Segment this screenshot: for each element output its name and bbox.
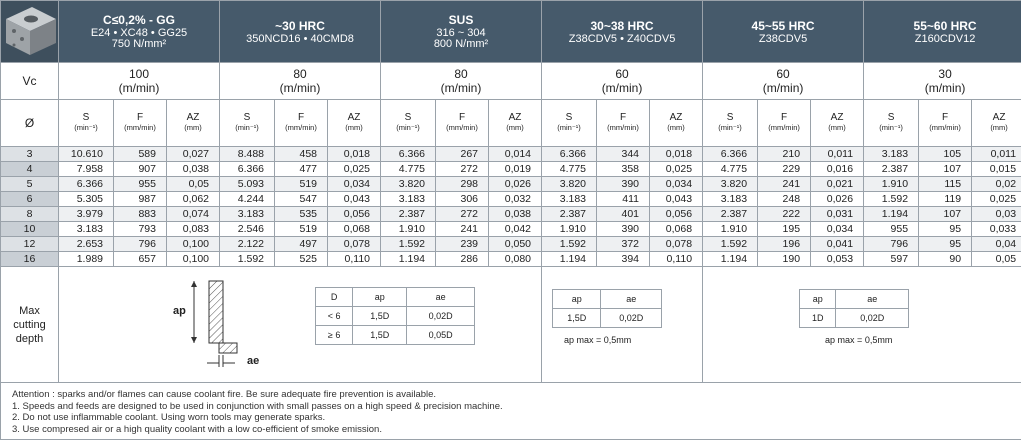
depth-table-cell: 1D xyxy=(800,309,836,328)
param-header-cell xyxy=(919,100,972,147)
depth-table-cell: 1,5D xyxy=(353,307,407,326)
table-cell: 0,053 xyxy=(811,252,864,267)
diameter-cell: 10 xyxy=(1,222,59,237)
note-attention: Attention : sparks and/or flames can cause coolant fire. Be sure adequate fire prevention is available. xyxy=(12,389,437,400)
table-cell: 95 xyxy=(919,222,972,237)
table-cell: 497 xyxy=(275,237,328,252)
table-row xyxy=(1,252,1021,267)
param-key: AZ xyxy=(992,112,1006,123)
table-cell: 241 xyxy=(436,222,489,237)
diameter-cell: 5 xyxy=(1,177,59,192)
table-cell: 1.194 xyxy=(864,207,919,222)
table-cell: 0,032 xyxy=(489,192,542,207)
depth-table-cell: 1,5D xyxy=(553,309,601,328)
max-cutting-depth-row xyxy=(1,267,1021,383)
table-cell: 0,078 xyxy=(328,237,381,252)
table-cell: 3.183 xyxy=(864,147,919,162)
table-row xyxy=(1,192,1021,207)
table-cell: 796 xyxy=(114,237,167,252)
table-cell: 394 xyxy=(597,252,650,267)
param-key: AZ xyxy=(669,112,683,123)
diameter-cell: 12 xyxy=(1,237,59,252)
vc-cell xyxy=(703,63,864,100)
depth-table-header: ap xyxy=(353,288,407,307)
table-row xyxy=(1,237,1021,252)
material-grades: E24 • XC48 • GG25 xyxy=(90,27,188,39)
ae-dim-label: ae xyxy=(247,355,260,367)
table-cell: 239 xyxy=(436,237,489,252)
table-cell: 0,011 xyxy=(972,147,1021,162)
table-row xyxy=(1,207,1021,222)
depth-label-line: Max xyxy=(19,304,40,317)
tool-image xyxy=(1,1,59,63)
table-row xyxy=(1,162,1021,177)
table-cell: 115 xyxy=(919,177,972,192)
table-cell: 0,019 xyxy=(489,162,542,177)
param-unit: (mm/min) xyxy=(446,123,478,132)
table-cell: 0,025 xyxy=(650,162,703,177)
param-key: AZ xyxy=(830,112,844,123)
table-cell: 1.910 xyxy=(703,222,758,237)
param-header-cell xyxy=(436,100,489,147)
depth-table-cell: 0,02D xyxy=(601,309,662,328)
table-cell: 525 xyxy=(275,252,328,267)
material-strength: 800 N/mm² xyxy=(433,38,489,50)
table-cell: 0,041 xyxy=(811,237,864,252)
table-cell: 0,042 xyxy=(489,222,542,237)
table-cell: 4.775 xyxy=(703,162,758,177)
table-cell: 589 xyxy=(114,147,167,162)
table-cell: 3.183 xyxy=(220,207,275,222)
table-cell: 0,027 xyxy=(167,147,220,162)
table-cell: 793 xyxy=(114,222,167,237)
table-cell: 3.183 xyxy=(381,192,436,207)
table-cell: 344 xyxy=(597,147,650,162)
param-unit: (min⁻¹) xyxy=(718,123,742,132)
param-key: S xyxy=(404,112,412,123)
table-cell: 883 xyxy=(114,207,167,222)
material-grades: 350NCD16 • 40CMD8 xyxy=(246,32,354,45)
table-cell: 390 xyxy=(597,177,650,192)
param-key: F xyxy=(297,112,305,123)
diameter-cell: 3 xyxy=(1,147,59,162)
table-cell: 477 xyxy=(275,162,328,177)
table-cell: 3.183 xyxy=(542,192,597,207)
vc-value: 80 xyxy=(454,67,468,81)
table-cell: 796 xyxy=(864,237,919,252)
table-cell: 3.820 xyxy=(542,177,597,192)
param-header-cell xyxy=(220,100,275,147)
table-cell: 0,031 xyxy=(811,207,864,222)
table-cell: 95 xyxy=(919,237,972,252)
vc-cell xyxy=(381,63,542,100)
table-cell: 0,04 xyxy=(972,237,1021,252)
depth-table-header: D xyxy=(316,288,353,307)
table-cell: 5.305 xyxy=(59,192,114,207)
param-unit: (mm) xyxy=(828,123,846,132)
depth-table-header: ae xyxy=(601,290,662,309)
table-cell: 390 xyxy=(597,222,650,237)
table-cell: 0,018 xyxy=(650,147,703,162)
table-row xyxy=(1,147,1021,162)
vc-unit: (m/min) xyxy=(279,81,321,95)
material-header-2 xyxy=(381,1,542,63)
table-cell: 2.387 xyxy=(703,207,758,222)
table-cell: 1.194 xyxy=(542,252,597,267)
ap-max-note: ap max = 0,5mm xyxy=(825,335,893,345)
table-cell: 3.820 xyxy=(703,177,758,192)
table-cell: 2.546 xyxy=(220,222,275,237)
param-header-cell xyxy=(758,100,811,147)
vc-unit: (m/min) xyxy=(118,81,160,95)
material-header-row xyxy=(1,1,1021,63)
notes-row xyxy=(1,383,1021,440)
table-cell: 0,043 xyxy=(328,192,381,207)
depth-panel-2 xyxy=(542,267,703,383)
depth-table-2 xyxy=(552,289,662,328)
vc-value: 80 xyxy=(293,67,307,81)
table-cell: 0,068 xyxy=(328,222,381,237)
table-cell: 1.194 xyxy=(703,252,758,267)
table-cell: 0,034 xyxy=(811,222,864,237)
table-cell: 0,016 xyxy=(811,162,864,177)
table-cell: 286 xyxy=(436,252,489,267)
param-key: F xyxy=(136,112,144,123)
diameter-cell: 16 xyxy=(1,252,59,267)
table-cell: 0,100 xyxy=(167,237,220,252)
table-cell: 0,025 xyxy=(972,192,1021,207)
cut-depth-diagram xyxy=(159,275,289,375)
table-cell: 2.387 xyxy=(864,162,919,177)
table-cell: 955 xyxy=(114,177,167,192)
material-header-1 xyxy=(220,1,381,63)
table-cell: 0,068 xyxy=(650,222,703,237)
table-cell: 196 xyxy=(758,237,811,252)
param-key: S xyxy=(726,112,734,123)
table-cell: 2.387 xyxy=(542,207,597,222)
diameter-cell: 4 xyxy=(1,162,59,177)
table-cell: 0,011 xyxy=(811,147,864,162)
depth-table-cell: 0,05D xyxy=(407,326,475,345)
table-cell: 2.387 xyxy=(381,207,436,222)
table-cell: 0,043 xyxy=(650,192,703,207)
param-header-cell xyxy=(381,100,436,147)
vc-unit: (m/min) xyxy=(924,81,966,95)
material-title: 45~55 HRC xyxy=(751,18,815,33)
table-cell: 195 xyxy=(758,222,811,237)
param-header-cell xyxy=(167,100,220,147)
table-cell: 7.958 xyxy=(59,162,114,177)
table-cell: 535 xyxy=(275,207,328,222)
table-cell: 6.366 xyxy=(381,147,436,162)
table-cell: 0,080 xyxy=(489,252,542,267)
depth-table-cell: 0,02D xyxy=(836,309,909,328)
max-cutting-depth-label xyxy=(1,267,59,383)
table-cell: 0,038 xyxy=(167,162,220,177)
param-unit: (min⁻¹) xyxy=(557,123,581,132)
table-cell: 519 xyxy=(275,177,328,192)
param-header-cell xyxy=(597,100,650,147)
table-cell: 0,025 xyxy=(328,162,381,177)
depth-table-1 xyxy=(315,287,475,345)
table-cell: 1.592 xyxy=(220,252,275,267)
param-unit: (min⁻¹) xyxy=(396,123,420,132)
table-cell: 907 xyxy=(114,162,167,177)
table-cell: 0,110 xyxy=(328,252,381,267)
vc-row xyxy=(1,63,1021,100)
param-header-cell xyxy=(328,100,381,147)
table-cell: 1.592 xyxy=(381,237,436,252)
cutting-data-body xyxy=(1,147,1021,267)
table-cell: 1.910 xyxy=(542,222,597,237)
param-header-cell xyxy=(864,100,919,147)
material-header-4 xyxy=(703,1,864,63)
table-cell: 458 xyxy=(275,147,328,162)
vc-value: 100 xyxy=(128,67,150,81)
table-cell: 222 xyxy=(758,207,811,222)
table-cell: 298 xyxy=(436,177,489,192)
table-cell: 306 xyxy=(436,192,489,207)
note-line: 1. Speeds and feeds are designed to be used in conjunction with small passes on a high speed & precision machine. xyxy=(12,400,503,412)
param-header-cell xyxy=(275,100,328,147)
table-cell: 0,034 xyxy=(328,177,381,192)
param-key: S xyxy=(82,112,90,123)
table-cell: 0,033 xyxy=(972,222,1021,237)
param-key: S xyxy=(243,112,251,123)
material-title: ~30 HRC xyxy=(275,18,325,33)
depth-table-header: ae xyxy=(836,290,909,309)
table-cell: 0,014 xyxy=(489,147,542,162)
table-cell: 1.592 xyxy=(703,237,758,252)
table-cell: 401 xyxy=(597,207,650,222)
table-cell: 3.183 xyxy=(59,222,114,237)
param-unit: (mm) xyxy=(506,123,524,132)
table-cell: 0,100 xyxy=(167,252,220,267)
table-cell: 267 xyxy=(436,147,489,162)
param-unit: (min⁻¹) xyxy=(74,123,98,132)
material-grades: Z38CDV5 xyxy=(758,32,808,45)
table-cell: 105 xyxy=(919,147,972,162)
table-cell: 272 xyxy=(436,162,489,177)
table-cell: 0,038 xyxy=(489,207,542,222)
diameter-cell: 8 xyxy=(1,207,59,222)
table-cell: 0,050 xyxy=(489,237,542,252)
vc-unit: (m/min) xyxy=(601,81,643,95)
material-grades: Z38CDV5 • Z40CDV5 xyxy=(568,32,676,45)
table-cell: 0,026 xyxy=(811,192,864,207)
material-strength: 750 N/mm² xyxy=(111,38,167,50)
note-line: 2. Do not use inflammable coolant. Using worn tools may generate sparks. xyxy=(12,412,326,423)
material-grades: Z160CDV12 xyxy=(914,32,976,45)
vc-unit: (m/min) xyxy=(762,81,804,95)
param-header-cell xyxy=(542,100,597,147)
table-cell: 90 xyxy=(919,252,972,267)
vc-value: 60 xyxy=(615,67,629,81)
material-title: 30~38 HRC xyxy=(590,18,654,33)
table-cell: 657 xyxy=(114,252,167,267)
param-unit: (mm/min) xyxy=(768,123,800,132)
param-unit: (mm) xyxy=(184,123,202,132)
table-cell: 229 xyxy=(758,162,811,177)
table-cell: 1.910 xyxy=(864,177,919,192)
table-cell: 955 xyxy=(864,222,919,237)
vc-value: 60 xyxy=(776,67,790,81)
depth-label-line: depth xyxy=(15,332,44,345)
depth-table-cell: 1,5D xyxy=(353,326,407,345)
param-key: F xyxy=(942,112,949,123)
table-cell: 411 xyxy=(597,192,650,207)
diameter-cell: 6 xyxy=(1,192,59,207)
depth-table-header: ae xyxy=(407,288,475,307)
table-cell: 8.488 xyxy=(220,147,275,162)
vc-cell xyxy=(59,63,220,100)
table-cell: 0,056 xyxy=(328,207,381,222)
table-cell: 119 xyxy=(919,192,972,207)
table-cell: 0,05 xyxy=(167,177,220,192)
table-cell: 5.093 xyxy=(220,177,275,192)
material-grades: 316 ~ 304 xyxy=(436,27,486,39)
table-cell: 0,015 xyxy=(972,162,1021,177)
table-cell: 4.775 xyxy=(542,162,597,177)
table-cell: 0,056 xyxy=(650,207,703,222)
table-cell: 3.820 xyxy=(381,177,436,192)
table-cell: 3.979 xyxy=(59,207,114,222)
param-key: F xyxy=(619,112,627,123)
table-cell: 210 xyxy=(758,147,811,162)
table-cell: 190 xyxy=(758,252,811,267)
table-cell: 1.194 xyxy=(381,252,436,267)
material-title: SUS xyxy=(448,13,474,27)
table-cell: 3.183 xyxy=(703,192,758,207)
tool-block-icon xyxy=(2,1,58,57)
param-unit: (mm/min) xyxy=(929,123,961,132)
table-cell: 0,074 xyxy=(167,207,220,222)
depth-panel-3 xyxy=(703,267,1021,383)
table-cell: 0,021 xyxy=(811,177,864,192)
param-key: AZ xyxy=(347,112,361,123)
param-unit: (min⁻¹) xyxy=(235,123,259,132)
table-cell: 0,078 xyxy=(650,237,703,252)
vc-cell xyxy=(220,63,381,100)
table-cell: 6.366 xyxy=(59,177,114,192)
table-cell: 0,02 xyxy=(972,177,1021,192)
depth-panel-1 xyxy=(59,267,542,383)
table-cell: 1.592 xyxy=(542,237,597,252)
table-cell: 1.910 xyxy=(381,222,436,237)
table-cell: 1.592 xyxy=(864,192,919,207)
param-key: S xyxy=(887,112,895,123)
table-cell: 4.244 xyxy=(220,192,275,207)
table-row xyxy=(1,222,1021,237)
param-unit: (mm) xyxy=(667,123,685,132)
diameter-label: Ø xyxy=(1,100,59,147)
param-header-cell xyxy=(703,100,758,147)
material-header-0 xyxy=(59,1,220,63)
table-cell: 2.653 xyxy=(59,237,114,252)
table-cell: 248 xyxy=(758,192,811,207)
table-cell: 0,034 xyxy=(650,177,703,192)
vc-cell xyxy=(864,63,1021,100)
table-cell: 987 xyxy=(114,192,167,207)
table-cell: 1.989 xyxy=(59,252,114,267)
depth-table-cell: < 6 xyxy=(316,307,353,326)
param-key: AZ xyxy=(186,112,200,123)
depth-table-cell: 0,02D xyxy=(407,307,475,326)
table-cell: 0,03 xyxy=(972,207,1021,222)
param-header-cell xyxy=(114,100,167,147)
table-cell: 519 xyxy=(275,222,328,237)
param-unit: (mm/min) xyxy=(124,123,156,132)
param-unit: (mm/min) xyxy=(285,123,317,132)
param-unit: (mm) xyxy=(990,123,1008,132)
table-cell: 6.366 xyxy=(542,147,597,162)
ap-dim-label: ap xyxy=(173,305,186,317)
table-cell: 107 xyxy=(919,207,972,222)
material-header-5 xyxy=(864,1,1021,63)
depth-label-line: cutting xyxy=(13,318,46,331)
table-cell: 0,062 xyxy=(167,192,220,207)
table-row xyxy=(1,177,1021,192)
table-cell: 6.366 xyxy=(703,147,758,162)
param-key: AZ xyxy=(508,112,522,123)
table-cell: 0,05 xyxy=(972,252,1021,267)
vc-cell xyxy=(542,63,703,100)
param-unit: (mm) xyxy=(345,123,363,132)
table-cell: 2.122 xyxy=(220,237,275,252)
table-cell: 0,026 xyxy=(489,177,542,192)
param-key: S xyxy=(565,112,573,123)
table-cell: 4.775 xyxy=(381,162,436,177)
notes-box xyxy=(1,383,1021,440)
table-cell: 107 xyxy=(919,162,972,177)
depth-table-3 xyxy=(799,289,909,328)
material-title: 55~60 HRC xyxy=(913,18,977,33)
param-unit: (min⁻¹) xyxy=(879,123,903,132)
vc-unit: (m/min) xyxy=(440,81,482,95)
table-cell: 272 xyxy=(436,207,489,222)
param-key: F xyxy=(458,112,466,123)
vc-value: 30 xyxy=(938,67,952,81)
depth-table-cell: ≥ 6 xyxy=(316,326,353,345)
material-title: C≤0,2% - GG xyxy=(103,13,175,27)
table-cell: 10.610 xyxy=(59,147,114,162)
table-cell: 358 xyxy=(597,162,650,177)
table-cell: 241 xyxy=(758,177,811,192)
material-header-3 xyxy=(542,1,703,63)
table-cell: 0,018 xyxy=(328,147,381,162)
note-line: 3. Use compresed air or a high quality coolant with a low co-efficient of smoke emission. xyxy=(12,423,382,435)
depth-table-header: ap xyxy=(553,290,601,309)
param-unit: (mm/min) xyxy=(607,123,639,132)
param-key: F xyxy=(780,112,788,123)
ap-max-note: ap max = 0,5mm xyxy=(564,335,632,345)
parameter-header-row xyxy=(1,100,1021,147)
param-header-cell xyxy=(489,100,542,147)
param-header-cell xyxy=(650,100,703,147)
param-header-cell xyxy=(59,100,114,147)
param-header-cell xyxy=(811,100,864,147)
table-cell: 6.366 xyxy=(220,162,275,177)
vc-label: Vc xyxy=(1,63,59,100)
param-header-cell xyxy=(972,100,1021,147)
table-cell: 0,083 xyxy=(167,222,220,237)
depth-table-header: ap xyxy=(800,290,836,309)
table-cell: 547 xyxy=(275,192,328,207)
table-cell: 597 xyxy=(864,252,919,267)
table-cell: 0,110 xyxy=(650,252,703,267)
table-cell: 372 xyxy=(597,237,650,252)
